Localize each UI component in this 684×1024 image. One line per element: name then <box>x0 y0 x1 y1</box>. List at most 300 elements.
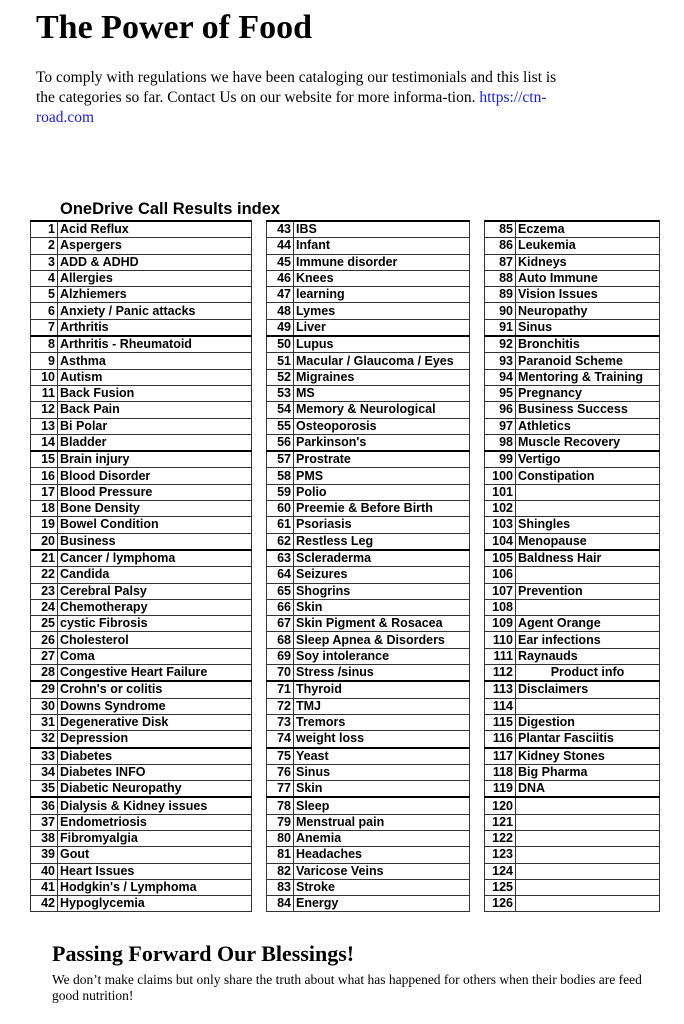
category-label: Memory & Neurological <box>294 402 470 418</box>
category-number: 12 <box>31 402 58 418</box>
table-row <box>485 764 660 780</box>
table-row <box>485 336 660 353</box>
table-row <box>485 879 660 895</box>
table-row <box>31 468 252 484</box>
category-number: 13 <box>31 418 58 434</box>
category-number: 61 <box>267 517 294 533</box>
table-row <box>485 863 660 879</box>
table-row <box>485 501 660 517</box>
category-label <box>516 830 660 846</box>
table-row <box>485 369 660 385</box>
category-number: 30 <box>31 698 58 714</box>
table-row <box>31 336 252 353</box>
category-label: Knees <box>294 270 470 286</box>
category-number: 96 <box>485 402 516 418</box>
category-label: Prostrate <box>294 451 470 468</box>
footer-text: We don’t make claims but only share the truth about what has happened for others when their bodies are feed good nutrition! <box>52 972 642 1003</box>
category-number: 79 <box>267 814 294 830</box>
category-label: Lymes <box>294 303 470 319</box>
category-label: Prevention <box>516 583 660 599</box>
category-number: 66 <box>267 599 294 615</box>
index-column-3 <box>484 220 660 912</box>
category-number: 4 <box>31 270 58 286</box>
category-label: Anemia <box>294 830 470 846</box>
table-row <box>31 748 252 765</box>
table-row <box>485 418 660 434</box>
category-label: Liver <box>294 319 470 336</box>
table-row <box>31 665 252 682</box>
category-label: Downs Syndrome <box>58 698 252 714</box>
table-row <box>267 665 470 682</box>
category-number: 10 <box>31 369 58 385</box>
category-label: Ear infections <box>516 632 660 648</box>
category-label: Arthritis <box>58 319 252 336</box>
category-number: 80 <box>267 830 294 846</box>
table-row <box>31 517 252 533</box>
table-row <box>267 238 470 254</box>
table-row <box>31 287 252 303</box>
category-number: 40 <box>31 863 58 879</box>
table-row <box>485 714 660 730</box>
category-number: 17 <box>31 484 58 500</box>
category-number: 102 <box>485 501 516 517</box>
table-row <box>267 748 470 765</box>
table-row <box>31 484 252 500</box>
category-number: 31 <box>31 714 58 730</box>
table-row <box>31 385 252 401</box>
category-number: 67 <box>267 616 294 632</box>
table-row <box>31 402 252 418</box>
category-label: Gout <box>58 847 252 863</box>
category-number: 84 <box>267 896 294 912</box>
table-row <box>485 238 660 254</box>
category-number: 45 <box>267 254 294 270</box>
table-row <box>485 567 660 583</box>
table-row <box>485 451 660 468</box>
category-label: Anxiety / Panic attacks <box>58 303 252 319</box>
table-row <box>31 896 252 912</box>
category-number: 105 <box>485 550 516 567</box>
website-link[interactable]: https://ctn-road.com <box>36 89 547 126</box>
category-number: 43 <box>267 221 294 238</box>
category-label: Stress /sinus <box>294 665 470 682</box>
category-label: Brain injury <box>58 451 252 468</box>
category-label: Migraines <box>294 369 470 385</box>
table-row <box>31 731 252 748</box>
category-number: 39 <box>31 847 58 863</box>
category-label: Crohn's or colitis <box>58 681 252 698</box>
table-row <box>267 814 470 830</box>
category-number: 124 <box>485 863 516 879</box>
category-label: Athletics <box>516 418 660 434</box>
category-label: Chemotherapy <box>58 599 252 615</box>
category-number: 116 <box>485 731 516 748</box>
table-row <box>267 369 470 385</box>
table-row <box>267 468 470 484</box>
category-label: Bladder <box>58 434 252 451</box>
category-number: 89 <box>485 287 516 303</box>
intro-text: To comply with regulations we have been cataloging our testimonials and this list is the categories so far. Contact Us on our website for more informa-tion. <box>36 69 557 106</box>
category-number: 91 <box>485 319 516 336</box>
table-row <box>267 402 470 418</box>
category-label: Constipation <box>516 468 660 484</box>
category-number: 123 <box>485 847 516 863</box>
table-row <box>267 550 470 567</box>
category-label: Blood Pressure <box>58 484 252 500</box>
category-number: 19 <box>31 517 58 533</box>
table-row <box>485 599 660 615</box>
category-label: Acid Reflux <box>58 221 252 238</box>
category-label: Diabetes INFO <box>58 764 252 780</box>
table-row <box>267 847 470 863</box>
category-label: Shogrins <box>294 583 470 599</box>
category-number: 50 <box>267 336 294 353</box>
table-row <box>31 353 252 369</box>
category-label: learning <box>294 287 470 303</box>
category-number: 86 <box>485 238 516 254</box>
category-number: 90 <box>485 303 516 319</box>
category-label: TMJ <box>294 698 470 714</box>
category-label: Sleep <box>294 797 470 814</box>
table-row <box>267 434 470 451</box>
category-number: 75 <box>267 748 294 765</box>
category-label: Business Success <box>516 402 660 418</box>
category-number: 122 <box>485 830 516 846</box>
category-number: 42 <box>31 896 58 912</box>
category-label: weight loss <box>294 731 470 748</box>
category-number: 48 <box>267 303 294 319</box>
category-number: 106 <box>485 567 516 583</box>
category-label: Kidney Stones <box>516 748 660 765</box>
table-row <box>267 698 470 714</box>
category-label: Lupus <box>294 336 470 353</box>
category-label: Sleep Apnea & Disorders <box>294 632 470 648</box>
category-number: 44 <box>267 238 294 254</box>
category-number: 24 <box>31 599 58 615</box>
category-label: Scleraderma <box>294 550 470 567</box>
table-row <box>485 254 660 270</box>
table-row <box>31 434 252 451</box>
table-row <box>31 632 252 648</box>
category-number: 76 <box>267 764 294 780</box>
category-number: 68 <box>267 632 294 648</box>
category-label: Headaches <box>294 847 470 863</box>
category-label: Big Pharma <box>516 764 660 780</box>
table-row <box>485 830 660 846</box>
category-label: Stroke <box>294 879 470 895</box>
category-label: cystic Fibrosis <box>58 616 252 632</box>
table-row <box>267 221 470 238</box>
category-number: 22 <box>31 567 58 583</box>
category-number: 23 <box>31 583 58 599</box>
category-number: 108 <box>485 599 516 615</box>
category-label: Kidneys <box>516 254 660 270</box>
category-number: 18 <box>31 501 58 517</box>
category-number: 55 <box>267 418 294 434</box>
category-label: Skin Pigment & Rosacea <box>294 616 470 632</box>
table-row <box>267 418 470 434</box>
category-number: 9 <box>31 353 58 369</box>
category-number: 36 <box>31 797 58 814</box>
table-row <box>267 484 470 500</box>
table-row <box>485 517 660 533</box>
category-number: 115 <box>485 714 516 730</box>
category-number: 121 <box>485 814 516 830</box>
category-number: 69 <box>267 648 294 664</box>
category-label: Alzhiemers <box>58 287 252 303</box>
table-row <box>485 896 660 912</box>
category-label: Back Fusion <box>58 385 252 401</box>
table-row <box>485 698 660 714</box>
table-row <box>267 501 470 517</box>
category-number: 1 <box>31 221 58 238</box>
table-row <box>31 303 252 319</box>
category-number: 58 <box>267 468 294 484</box>
table-row <box>267 896 470 912</box>
category-number: 109 <box>485 616 516 632</box>
table-row <box>31 781 252 798</box>
category-number: 37 <box>31 814 58 830</box>
category-label: Disclaimers <box>516 681 660 698</box>
category-label <box>516 863 660 879</box>
category-number: 29 <box>31 681 58 698</box>
table-row <box>267 764 470 780</box>
category-number: 103 <box>485 517 516 533</box>
category-label <box>516 567 660 583</box>
category-label: Pregnancy <box>516 385 660 401</box>
category-label: Digestion <box>516 714 660 730</box>
table-row <box>267 517 470 533</box>
table-row <box>31 501 252 517</box>
category-number: 83 <box>267 879 294 895</box>
category-label: Asthma <box>58 353 252 369</box>
category-number: 95 <box>485 385 516 401</box>
category-label <box>516 797 660 814</box>
category-number: 97 <box>485 418 516 434</box>
category-number: 72 <box>267 698 294 714</box>
category-label: Shingles <box>516 517 660 533</box>
table-row <box>485 847 660 863</box>
category-number: 33 <box>31 748 58 765</box>
table-row <box>31 698 252 714</box>
table-row <box>267 714 470 730</box>
category-label <box>516 599 660 615</box>
table-row <box>485 814 660 830</box>
table-row <box>267 648 470 664</box>
category-number: 53 <box>267 385 294 401</box>
category-number: 54 <box>267 402 294 418</box>
category-label: Infant <box>294 238 470 254</box>
table-row <box>267 781 470 798</box>
category-label: Mentoring & Training <box>516 369 660 385</box>
table-row <box>485 353 660 369</box>
category-number: 59 <box>267 484 294 500</box>
category-label: Vision Issues <box>516 287 660 303</box>
table-row <box>31 714 252 730</box>
table-row <box>31 369 252 385</box>
table-row <box>485 648 660 664</box>
table-row <box>267 336 470 353</box>
category-number: 118 <box>485 764 516 780</box>
table-row <box>31 221 252 238</box>
table-row <box>485 402 660 418</box>
category-number: 82 <box>267 863 294 879</box>
category-label: Energy <box>294 896 470 912</box>
table-row <box>485 385 660 401</box>
table-row <box>267 583 470 599</box>
category-label: Restless Leg <box>294 533 470 550</box>
intro-paragraph <box>36 68 576 128</box>
category-number: 16 <box>31 468 58 484</box>
category-label <box>516 501 660 517</box>
category-number: 15 <box>31 451 58 468</box>
category-label: Skin <box>294 599 470 615</box>
category-number: 14 <box>31 434 58 451</box>
category-label: PMS <box>294 468 470 484</box>
category-number: 100 <box>485 468 516 484</box>
category-label: Bi Polar <box>58 418 252 434</box>
category-number: 70 <box>267 665 294 682</box>
category-number: 126 <box>485 896 516 912</box>
category-number: 11 <box>31 385 58 401</box>
table-row <box>267 270 470 286</box>
category-label: Back Pain <box>58 402 252 418</box>
category-label: Macular / Glaucoma / Eyes <box>294 353 470 369</box>
table-row <box>485 270 660 286</box>
category-number: 20 <box>31 533 58 550</box>
category-label: Thyroid <box>294 681 470 698</box>
category-label: Vertigo <box>516 451 660 468</box>
category-number: 81 <box>267 847 294 863</box>
category-label: Arthritis - Rheumatoid <box>58 336 252 353</box>
category-number: 56 <box>267 434 294 451</box>
category-label: Product info <box>516 665 660 682</box>
category-label: Muscle Recovery <box>516 434 660 451</box>
category-label: Candida <box>58 567 252 583</box>
category-label: Dialysis & Kidney issues <box>58 797 252 814</box>
category-label: Bronchitis <box>516 336 660 353</box>
table-row <box>31 254 252 270</box>
table-row <box>267 632 470 648</box>
category-label: Paranoid Scheme <box>516 353 660 369</box>
category-number: 27 <box>31 648 58 664</box>
category-number: 113 <box>485 681 516 698</box>
category-number: 57 <box>267 451 294 468</box>
table-row <box>485 221 660 238</box>
table-row <box>485 731 660 748</box>
category-label <box>516 879 660 895</box>
table-row <box>485 781 660 798</box>
table-row <box>485 434 660 451</box>
category-label: Agent Orange <box>516 616 660 632</box>
table-row <box>267 797 470 814</box>
footer-heading: Passing Forward Our Blessings! <box>52 941 355 966</box>
category-number: 62 <box>267 533 294 550</box>
category-number: 94 <box>485 369 516 385</box>
category-label: DNA <box>516 781 660 798</box>
category-label <box>516 814 660 830</box>
category-number: 41 <box>31 879 58 895</box>
table-row <box>31 814 252 830</box>
category-label: Degenerative Disk <box>58 714 252 730</box>
category-label: Bowel Condition <box>58 517 252 533</box>
category-number: 77 <box>267 781 294 798</box>
category-number: 60 <box>267 501 294 517</box>
category-label: Preemie & Before Birth <box>294 501 470 517</box>
table-row <box>267 567 470 583</box>
table-row <box>267 830 470 846</box>
category-number: 110 <box>485 632 516 648</box>
category-label: Osteoporosis <box>294 418 470 434</box>
category-number: 28 <box>31 665 58 682</box>
category-label: Heart Issues <box>58 863 252 879</box>
table-row <box>485 665 660 682</box>
category-label: Menstrual pain <box>294 814 470 830</box>
category-number: 117 <box>485 748 516 765</box>
category-number: 88 <box>485 270 516 286</box>
table-row <box>267 681 470 698</box>
category-label: Bone Density <box>58 501 252 517</box>
category-label: Raynauds <box>516 648 660 664</box>
category-label: Psoriasis <box>294 517 470 533</box>
table-row <box>31 616 252 632</box>
table-row <box>31 583 252 599</box>
category-label: Depression <box>58 731 252 748</box>
category-number: 101 <box>485 484 516 500</box>
table-row <box>485 550 660 567</box>
table-row <box>31 847 252 863</box>
table-title: OneDrive Call Results index <box>60 200 281 218</box>
table-row <box>267 616 470 632</box>
category-label: Skin <box>294 781 470 798</box>
category-label: Immune disorder <box>294 254 470 270</box>
category-label: Parkinson's <box>294 434 470 451</box>
category-label: Fibromyalgia <box>58 830 252 846</box>
category-number: 46 <box>267 270 294 286</box>
table-row <box>485 287 660 303</box>
index-column-1 <box>30 220 252 912</box>
table-row <box>267 353 470 369</box>
index-column-2 <box>266 220 470 912</box>
table-row <box>485 319 660 336</box>
category-number: 47 <box>267 287 294 303</box>
table-row <box>31 533 252 550</box>
category-number: 64 <box>267 567 294 583</box>
category-number: 78 <box>267 797 294 814</box>
category-number: 6 <box>31 303 58 319</box>
table-row <box>267 385 470 401</box>
category-label: IBS <box>294 221 470 238</box>
category-label: Seizures <box>294 567 470 583</box>
table-row <box>267 863 470 879</box>
category-label: Blood Disorder <box>58 468 252 484</box>
category-label: Yeast <box>294 748 470 765</box>
category-label: MS <box>294 385 470 401</box>
page-title: The Power of Food <box>36 9 313 46</box>
category-number: 111 <box>485 648 516 664</box>
table-row <box>31 451 252 468</box>
category-label <box>516 847 660 863</box>
table-row <box>267 599 470 615</box>
table-row <box>31 418 252 434</box>
category-number: 49 <box>267 319 294 336</box>
category-label: Eczema <box>516 221 660 238</box>
table-row <box>31 238 252 254</box>
category-label: Hypoglycemia <box>58 896 252 912</box>
table-row <box>31 270 252 286</box>
category-label: Autism <box>58 369 252 385</box>
table-row <box>31 567 252 583</box>
